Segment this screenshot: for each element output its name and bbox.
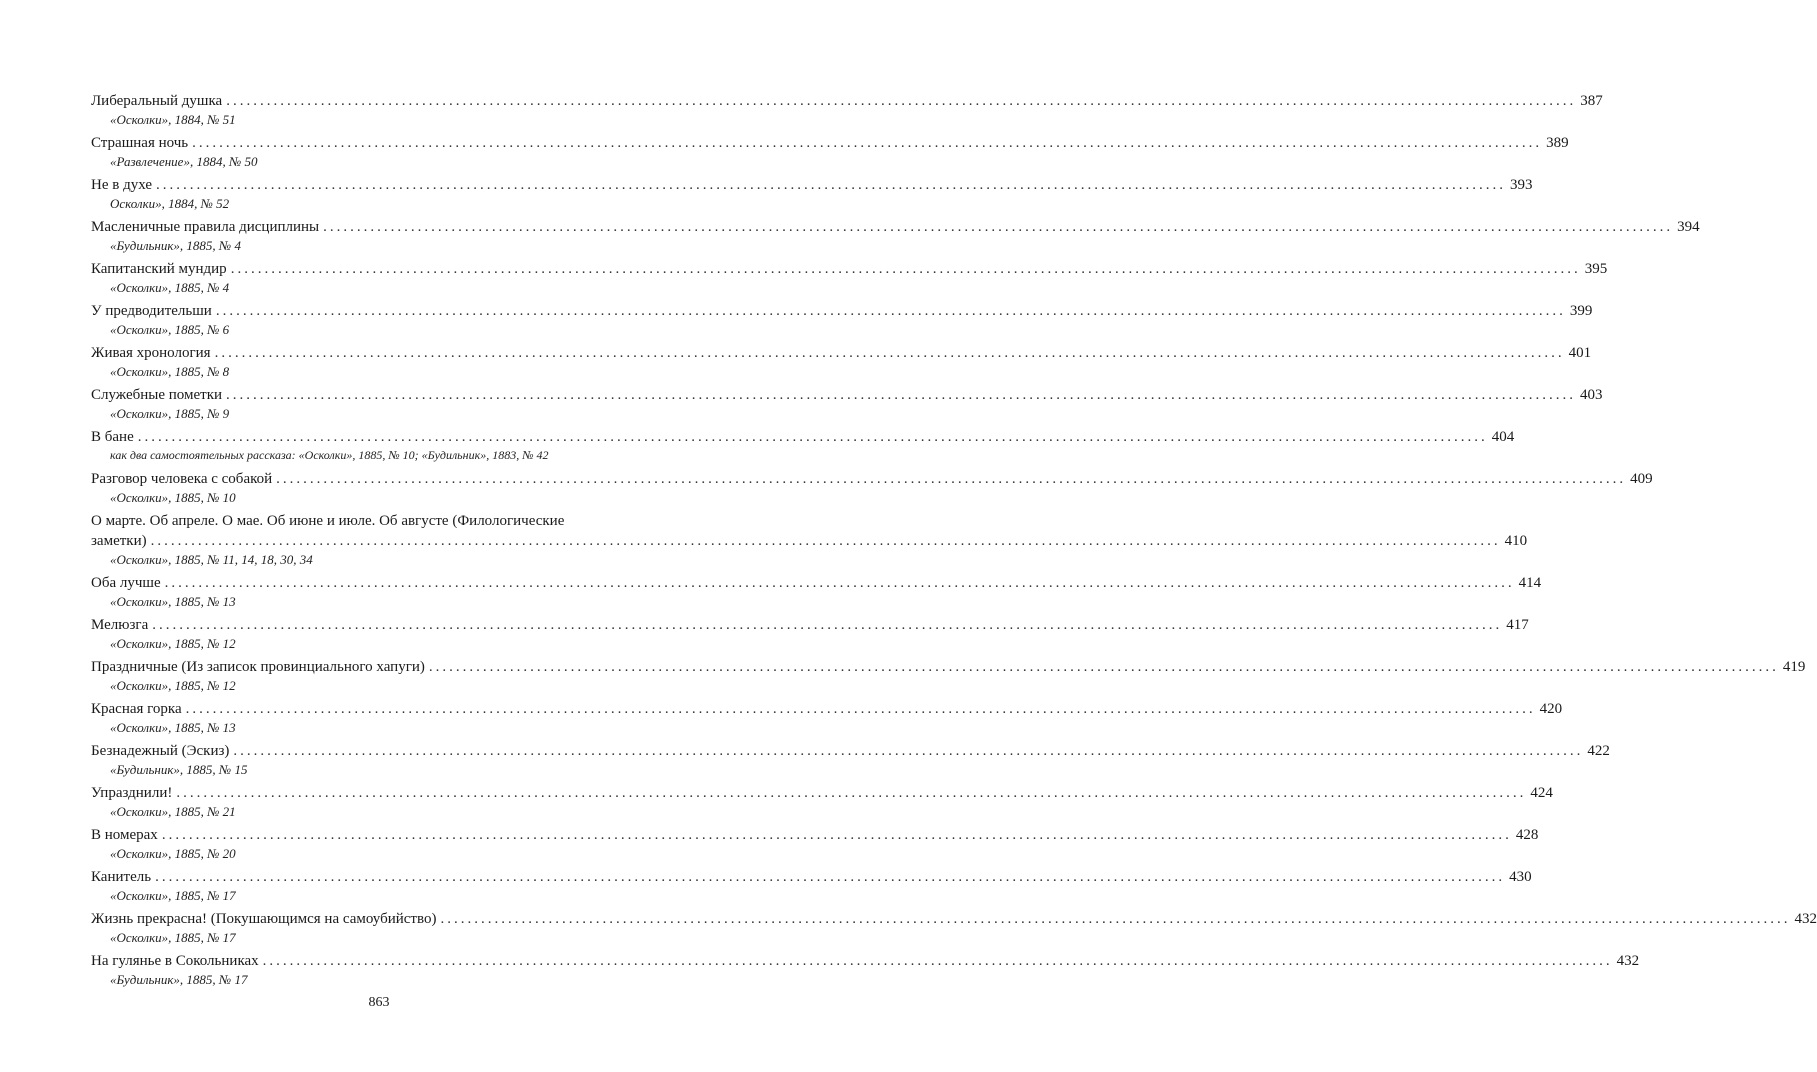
entry-page-number: 393: [1510, 177, 1533, 193]
entry-title: Канитель: [91, 869, 152, 885]
entry-source: «Осколки», 1885, № 6: [110, 322, 230, 337]
entry-source: «Будильник», 1885, № 17: [110, 972, 248, 987]
entry-page-number: 409: [1630, 471, 1653, 487]
toc-line: [91, 615, 1529, 635]
entry-page-number: 417: [1506, 617, 1529, 633]
toc-line: [91, 133, 1569, 153]
dot-leader: ........................................................................................................................................................................................................: [164, 575, 1515, 591]
toc-line: [91, 909, 1817, 929]
toc-entry[interactable]: [91, 657, 1806, 694]
entry-title: В бане: [91, 429, 134, 445]
entry-source: «Осколки», 1885, № 20: [110, 846, 236, 861]
toc-line: [91, 91, 1603, 111]
entry-source: «Осколки», 1885, № 12: [110, 636, 236, 651]
toc-entry[interactable]: [91, 301, 1593, 338]
toc-entry[interactable]: [91, 909, 1817, 946]
entry-title: Не в духе: [91, 177, 152, 193]
entry-title: Служебные пометки: [91, 387, 223, 403]
entry-page-number: 424: [1530, 785, 1553, 801]
entry-title: Безнадежный (Эскиз): [91, 743, 230, 759]
toc-line: [91, 741, 1610, 761]
dot-leader: ........................................................................................................................................................................................................: [185, 701, 1536, 717]
toc-entry[interactable]: [91, 259, 1608, 296]
entry-source: «Будильник», 1885, № 4: [110, 238, 241, 253]
entry-title: Живая хронология: [91, 345, 211, 361]
entry-page-number: 419: [1782, 659, 1806, 675]
entry-title-first-line: О марте. Об апреле. О мае. Об июне и июле. Об августе (Филологические: [91, 513, 565, 529]
entry-source: «Развлечение», 1884, № 50: [110, 154, 258, 169]
toc-line: [91, 573, 1542, 593]
entry-title: У предводительши: [91, 303, 212, 319]
toc-line: [91, 657, 1806, 677]
entry-page-number: 399: [1569, 303, 1593, 319]
entry-page-number: 401: [1568, 345, 1592, 361]
entry-page-number: 428: [1515, 827, 1539, 843]
toc-line: [91, 469, 1653, 489]
toc-line: [91, 301, 1593, 321]
toc-entry[interactable]: [91, 699, 1563, 736]
toc-entry[interactable]: [91, 91, 1603, 128]
entry-source: «Осколки», 1885, № 13: [110, 594, 236, 609]
entry-source: «Осколки», 1885, № 8: [110, 364, 230, 379]
entry-title: Страшная ночь: [91, 135, 189, 151]
entry-title: Упразднили!: [91, 785, 173, 801]
toc-entry[interactable]: [91, 133, 1569, 170]
entry-page-number: 395: [1584, 261, 1608, 277]
entry-title: Праздничные (Из записок провинциального хапуги): [91, 659, 425, 675]
entry-source: «Осколки», 1885, № 13: [110, 720, 236, 735]
entry-page-number: 420: [1539, 701, 1563, 717]
entry-title: Мелюзга: [91, 617, 149, 633]
entry-source: «Осколки», 1885, № 9: [110, 406, 230, 421]
dot-leader: ........................................................................................................................................................................................................: [155, 869, 1506, 885]
dot-leader: ........................................................................................................................................................................................................: [176, 785, 1527, 801]
entry-page-number: 422: [1587, 743, 1610, 759]
toc-line: [91, 531, 1528, 551]
dot-leader: ........................................................................................................................................................................................................: [230, 261, 1581, 277]
toc-entry[interactable]: [91, 825, 1539, 862]
entry-source: «Осколки», 1885, № 17: [110, 930, 236, 945]
entry-source: «Осколки», 1885, № 21: [110, 804, 236, 819]
entry-source: «Будильник», 1885, № 15: [110, 762, 248, 777]
entry-title: Либеральный душка: [91, 93, 223, 109]
entry-source: «Осколки», 1884, № 51: [110, 112, 236, 127]
entry-title: В номерах: [91, 827, 158, 843]
entry-page-number: 404: [1491, 429, 1515, 445]
toc-line: [91, 385, 1603, 405]
entry-source: «Осколки», 1885, № 17: [110, 888, 236, 903]
entry-source: «Осколки», 1885, № 12: [110, 678, 236, 693]
dot-leader: ........................................................................................................................................................................................................: [276, 471, 1627, 487]
toc-line: [91, 427, 1515, 447]
dot-leader: ........................................................................................................................................................................................................: [428, 659, 1779, 675]
entry-page-number: 389: [1546, 135, 1569, 151]
toc-entry[interactable]: [91, 343, 1592, 380]
dot-leader: ........................................................................................................................................................................................................: [440, 911, 1791, 927]
dot-leader: ........................................................................................................................................................................................................: [226, 387, 1577, 403]
dot-leader: ........................................................................................................................................................................................................: [192, 135, 1543, 151]
dot-leader: ........................................................................................................................................................................................................: [226, 93, 1577, 109]
entry-page-number: 432: [1794, 911, 1817, 927]
toc-entry[interactable]: [91, 573, 1542, 610]
entry-title: Красная горка: [91, 701, 182, 717]
entry-title: заметки): [91, 533, 147, 549]
entry-title: На гулянье в Сокольниках: [91, 953, 259, 969]
toc-entry[interactable]: [91, 511, 1528, 568]
entry-page-number: 387: [1580, 93, 1603, 109]
dot-leader: ........................................................................................................................................................................................................: [323, 219, 1674, 235]
toc-line: [91, 217, 1700, 237]
dot-leader: ........................................................................................................................................................................................................: [214, 345, 1565, 361]
toc-entry[interactable]: [91, 615, 1529, 652]
dot-leader: ........................................................................................................................................................................................................: [233, 743, 1584, 759]
dot-leader: ........................................................................................................................................................................................................: [152, 617, 1503, 633]
toc-line: [91, 951, 1640, 971]
entry-page-number: 403: [1580, 387, 1603, 403]
toc-entry[interactable]: [91, 951, 1640, 988]
dot-leader: ........................................................................................................................................................................................................: [215, 303, 1566, 319]
table-of-contents: [91, 91, 1817, 993]
entry-page-number: 410: [1504, 533, 1528, 549]
page-number-footer: 863: [368, 995, 390, 1010]
entry-title: Масленичные правила дисциплины: [91, 219, 320, 235]
entry-title: Оба лучше: [91, 575, 161, 591]
toc-entry[interactable]: [91, 867, 1532, 904]
toc-entry[interactable]: [91, 783, 1553, 820]
entry-page-number: 394: [1677, 219, 1700, 235]
toc-entry[interactable]: [91, 427, 1515, 464]
entry-title: Жизнь прекрасна! (Покушающимся на самоубийство): [91, 911, 437, 927]
toc-line: [91, 825, 1539, 845]
toc-line: [91, 867, 1532, 887]
toc-line: [91, 259, 1608, 279]
entry-page-number: 414: [1518, 575, 1542, 591]
toc-entry[interactable]: [91, 217, 1700, 254]
entry-source: «Осколки», 1885, № 4: [110, 280, 230, 295]
dot-leader: ........................................................................................................................................................................................................: [150, 533, 1501, 549]
toc-entry[interactable]: [91, 175, 1533, 212]
entry-source: «Осколки», 1885, № 10: [110, 490, 236, 505]
dot-leader: ........................................................................................................................................................................................................: [262, 953, 1613, 969]
toc-entry[interactable]: [91, 741, 1610, 778]
toc-line: [91, 783, 1553, 803]
toc-line: [91, 699, 1563, 719]
dot-leader: ........................................................................................................................................................................................................: [137, 429, 1488, 445]
entry-page-number: 432: [1616, 953, 1640, 969]
dot-leader: ........................................................................................................................................................................................................: [161, 827, 1512, 843]
toc-entry[interactable]: [91, 385, 1603, 422]
entry-source: Осколки», 1884, № 52: [110, 196, 230, 211]
toc-entry[interactable]: [91, 469, 1653, 506]
entry-source: как два самостоятельных рассказа: «Осколки», 1885, № 10; «Будильник», 1883, № 42: [110, 448, 549, 462]
toc-line: [91, 343, 1592, 363]
entry-title: Капитанский мундир: [91, 261, 227, 277]
entry-source: «Осколки», 1885, № 11, 14, 18, 30, 34: [110, 552, 313, 567]
dot-leader: ........................................................................................................................................................................................................: [156, 177, 1506, 193]
entry-page-number: 430: [1509, 869, 1532, 885]
entry-title: Разговор человека с собакой: [91, 471, 273, 487]
toc-line: [91, 175, 1533, 195]
